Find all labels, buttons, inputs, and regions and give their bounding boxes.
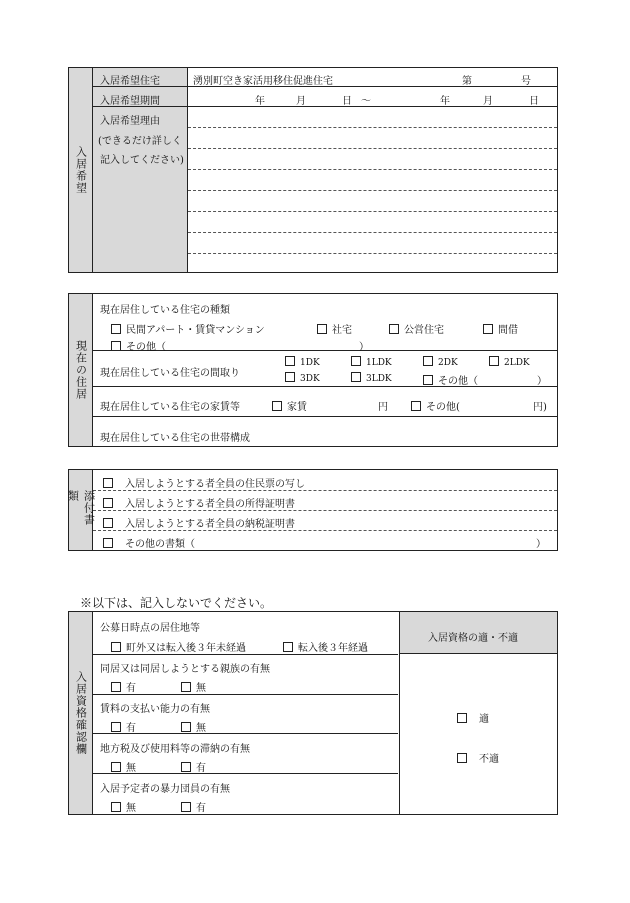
desired-period-label: 入居希望期間 bbox=[100, 96, 160, 107]
house-type-private[interactable]: 民間アパート・賃貸マンション bbox=[111, 321, 265, 336]
attachment-item[interactable]: その他の書類（ bbox=[103, 535, 195, 550]
desired-house-value: 湧別町空き家活用移住促進住宅 bbox=[193, 76, 333, 87]
section-side-label: 添付書類 bbox=[69, 470, 93, 550]
family-no[interactable]: 無 bbox=[181, 679, 206, 694]
attachment-item[interactable]: 入居しようとする者全員の納税証明書 bbox=[103, 515, 295, 530]
tax-yes[interactable]: 有 bbox=[181, 759, 206, 774]
house-type-other[interactable]: その他（ bbox=[111, 338, 166, 353]
residence-opt-under3[interactable]: 町外又は転入後３年未経過 bbox=[111, 639, 246, 654]
house-type-company[interactable]: 社宅 bbox=[317, 321, 352, 336]
eligible-option[interactable]: 適 bbox=[457, 710, 489, 725]
tax-question: 地方税及び使用料等の滞納の有無 bbox=[100, 744, 250, 755]
rent-option[interactable]: 家賃 bbox=[272, 398, 307, 413]
attachment-item[interactable]: 入居しようとする者全員の住民票の写し bbox=[103, 475, 305, 490]
residence-opt-over3[interactable]: 転入後３年経過 bbox=[283, 639, 368, 654]
house-type-label: 現在居住している住宅の種類 bbox=[100, 305, 230, 316]
eligibility-section bbox=[68, 611, 558, 815]
gang-no[interactable]: 無 bbox=[111, 799, 136, 814]
layout-2dk[interactable]: 2DK bbox=[423, 356, 458, 368]
application-section: 入居希望 入居希望住宅 湧別町空き家活用移住促進住宅 第 号 入居希望期間 年 月 日 ～ 年 月 日 入居希望理由 (できるだけ詳しく 記入してください) bbox=[68, 67, 558, 273]
house-type-public[interactable]: 公営住宅 bbox=[389, 321, 444, 336]
house-number-prefix: 第 bbox=[462, 76, 472, 87]
gang-yes[interactable]: 有 bbox=[181, 799, 206, 814]
layout-2ldk[interactable]: 2LDK bbox=[489, 356, 530, 368]
rent-ability-no[interactable]: 無 bbox=[181, 719, 206, 734]
family-question: 同居又は同居しようとする親族の有無 bbox=[100, 664, 270, 675]
section-side-label: 現在の住居 bbox=[69, 294, 93, 446]
household-label: 現在居住している住宅の世帯構成 bbox=[100, 433, 250, 444]
attachments-section: 添付書類 入居しようとする者全員の住民票の写し 入居しようとする者全員の所得証明書 入居しようとする者全員の納税証明書 その他の書類（ ） bbox=[68, 469, 558, 551]
section-side-label: 入居資格確認欄 bbox=[69, 612, 93, 814]
house-type-room[interactable]: 間借 bbox=[483, 321, 518, 336]
rent-ability-yes[interactable]: 有 bbox=[111, 719, 136, 734]
layout-3ldk[interactable]: 3LDK bbox=[351, 372, 392, 384]
rent-other-option[interactable]: その他( bbox=[411, 398, 460, 413]
eligibility-header: 入居資格の適・不適 bbox=[428, 633, 518, 644]
rent-label: 現在居住している住宅の家賃等 bbox=[100, 402, 240, 413]
layout-3dk[interactable]: 3DK bbox=[285, 372, 320, 384]
layout-other[interactable]: その他（ bbox=[423, 372, 478, 387]
current-residence-section: 現在の住居 現在居住している住宅の種類 民間アパート・賃貸マンション 社宅 公営住宅 間借 その他（ ） 現在居住している住宅の間取り 1DK 1LDK 2DK 2LDK 3DK 3LDK その他（ ） 現在居住している住宅の家賃等 家賃 円 その他( 円) 現在居住している住宅の世帯構成 bbox=[68, 293, 558, 447]
rent-ability-question: 賃料の支払い能力の有無 bbox=[100, 704, 210, 715]
attachment-item[interactable]: 入居しようとする者全員の所得証明書 bbox=[103, 495, 295, 510]
tax-no[interactable]: 無 bbox=[111, 759, 136, 774]
layout-1dk[interactable]: 1DK bbox=[285, 356, 320, 368]
desired-house-label: 入居希望住宅 bbox=[100, 76, 160, 87]
residence-question: 公募日時点の居住地等 bbox=[100, 623, 200, 634]
notice-text: ※以下は、記入しないでください。 bbox=[80, 596, 273, 610]
family-yes[interactable]: 有 bbox=[111, 679, 136, 694]
section-side-label: 入居希望 bbox=[69, 68, 93, 272]
ineligible-option[interactable]: 不適 bbox=[457, 750, 499, 765]
gang-question: 入居予定者の暴力団員の有無 bbox=[100, 784, 230, 795]
layout-label: 現在居住している住宅の間取り bbox=[100, 368, 240, 379]
house-number-suffix: 号 bbox=[521, 76, 531, 87]
reason-label: 入居希望理由 bbox=[100, 116, 160, 127]
layout-1ldk[interactable]: 1LDK bbox=[351, 356, 392, 368]
